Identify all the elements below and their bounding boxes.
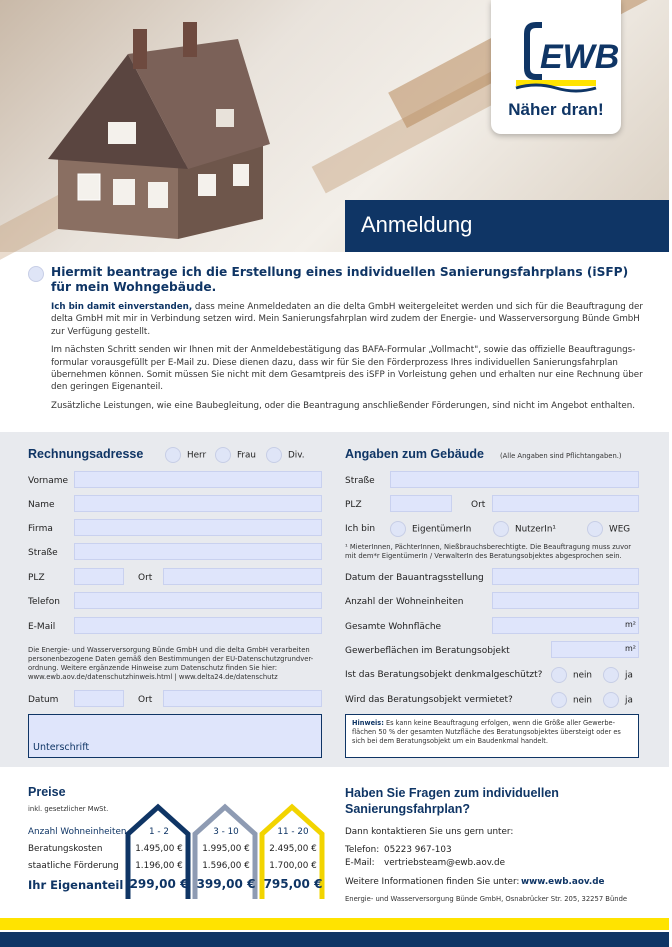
tier1-cost: 1.495,00 € xyxy=(135,844,183,854)
tier2-subsidy: 1.596,00 € xyxy=(202,861,250,871)
gewerbeflaechen-field[interactable] xyxy=(551,641,639,658)
contact-email-label: E-Mail: xyxy=(345,858,375,868)
contact-phone-label: Telefon: xyxy=(345,845,380,855)
building-strasse-field[interactable] xyxy=(390,471,639,488)
contact-email[interactable]: vertriebsteam@ewb.aov.de xyxy=(384,858,506,868)
tier3-subsidy: 1.700,00 € xyxy=(269,861,317,871)
intro-paragraph-1: Ich bin damit einverstanden, dass meine Anmeldedaten an die delta GmbH weitergeleitet werden und sich für die Beauftragung der delta GmbH mit mir in Verbindung setzen wird. Mein Sanierungsfahrplan wird zudem der Energie- und Wasserversorgung Bünde GmbH zur Verfügung gestellt. xyxy=(51,302,643,337)
firma-field[interactable] xyxy=(74,519,322,536)
house-model-illustration xyxy=(38,14,278,239)
vermietet-nein[interactable]: nein xyxy=(551,692,592,708)
label-building-plz: PLZ xyxy=(345,500,362,510)
tier2-own: 399,00 € xyxy=(196,877,256,891)
unit-m2-commercial: m² xyxy=(625,644,636,653)
contact-more: Weitere Informationen finden Sie unter: xyxy=(345,877,520,887)
label-wohnflaeche: Gesamte Wohnfläche xyxy=(345,622,442,632)
prices-title: Preise xyxy=(28,785,66,799)
role-weg[interactable]: WEG xyxy=(587,521,630,537)
strasse-field[interactable] xyxy=(74,543,322,560)
label-foerderung: staatliche Förderung xyxy=(28,861,119,871)
contact-title: Haben Sie Fragen zum individuellen Sanierungsfahrplan? xyxy=(345,786,559,816)
label-plz: PLZ xyxy=(28,573,45,583)
label-anzahl-we: Anzahl Wohneinheiten xyxy=(28,827,127,837)
label-denkmal: Ist das Beratungsobjekt denkmalgeschützt? xyxy=(345,670,543,680)
consent-checkbox[interactable] xyxy=(28,266,44,282)
building-title-note: (Alle Angaben sind Pflichtangaben.) xyxy=(500,452,622,460)
label-telefon: Telefon xyxy=(28,597,60,607)
ewb-wave-logo-icon xyxy=(506,16,620,96)
privacy-text: Die Energie- und Wasserversorgung Bünde GmbH und die delta GmbH verarbeiten personenbezogene Daten gemäß den Bestimmungen der EU-Datenschutzgrundver-ordnung. Weitere ergänzende Hinweise zum Datenschutz finden Sie hier: xyxy=(28,646,314,672)
signature-label: Unterschrift xyxy=(33,742,90,753)
tier2-cost: 1.995,00 € xyxy=(202,844,250,854)
footer-stripe-navy xyxy=(0,932,669,947)
label-ich-bin: Ich bin xyxy=(345,524,376,534)
page-title: Anmeldung xyxy=(345,200,669,252)
contact-intro: Dann kontaktieren Sie uns gern unter: xyxy=(345,827,514,837)
privacy-links[interactable]: www.ewb.aov.de/datenschutzhinweis.html | www.delta24.de/datenschutz xyxy=(28,673,278,681)
label-bauantrag: Datum der Bauantragsstellung xyxy=(345,573,484,583)
plz-field[interactable] xyxy=(74,568,124,585)
role-nutzer[interactable]: NutzerIn¹ xyxy=(493,521,556,537)
intro-paragraph-3: Zusätzliche Leistungen, wie eine Baubegleitung, oder die Beantragung anschließender Förderungen, sind nicht im Angebot enthalten. xyxy=(51,400,635,411)
billing-title: Rechnungsadresse xyxy=(28,447,144,461)
denkmal-ja[interactable]: ja xyxy=(603,667,633,683)
label-ort-signature: Ort xyxy=(138,695,153,705)
tier1-own: 299,00 € xyxy=(129,877,189,891)
ort-signature-field[interactable] xyxy=(163,690,322,707)
tier2-range: 3 - 10 xyxy=(213,827,239,837)
hint-box: Hinweis: Es kann keine Beauftragung erfolgen, wenn die Größe aller Gewerbe-flächen 50 % der gesamten Nutzfläche des Beratungsobjektes übersteigt oder es sich bei dem Beratungsobjekt um ein Baudenkmal handelt. xyxy=(345,714,639,758)
name-field[interactable] xyxy=(74,495,322,512)
label-vorname: Vorname xyxy=(28,476,69,486)
datum-field[interactable] xyxy=(74,690,124,707)
denkmal-nein[interactable]: nein xyxy=(551,667,592,683)
label-wohneinheiten: Anzahl der Wohneinheiten xyxy=(345,597,464,607)
salutation-div[interactable]: Div. xyxy=(266,447,305,463)
label-strasse: Straße xyxy=(28,548,58,558)
building-ort-field[interactable] xyxy=(492,495,639,512)
tier3-own: 795,00 € xyxy=(263,877,323,891)
intro-paragraph-2: Im nächsten Schritt senden wir Ihnen mit der Anmeldebestätigung das BAFA-Formular „Vollmacht", sowie das offizielle Beauftragungs-formular vorausgefüllt per E-Mail zu. Diese dienen dazu, dass wir für Sie den Förderprozess Ihres individuellen Sanierungsfahrplan übernehmen können. Somit müssen Sie nicht mit dem Gesamtpreis des iSFP in Vorleistung gehen und erhalten nur eine Rechnung über den geringen Eigenanteil. xyxy=(51,345,643,393)
label-email: E-Mail xyxy=(28,622,56,632)
label-vermietet: Wird das Beratungsobjekt vermietet? xyxy=(345,695,513,705)
company-address: Energie- und Wasserversorgung Bünde GmbH, Osnabrücker Str. 205, 32257 Bünde xyxy=(345,895,628,903)
label-building-strasse: Straße xyxy=(345,476,375,486)
building-plz-field[interactable] xyxy=(390,495,452,512)
wohneinheiten-field[interactable] xyxy=(492,592,639,609)
hero-image xyxy=(0,0,669,252)
intro-section xyxy=(28,265,643,412)
role-eigentuemer[interactable]: EigentümerIn xyxy=(390,521,471,537)
unit-m2: m² xyxy=(625,620,636,629)
label-ort: Ort xyxy=(138,573,153,583)
tier3-cost: 2.495,00 € xyxy=(269,844,317,854)
vat-note: inkl. gesetzlicher MwSt. xyxy=(28,805,109,813)
tier1-range: 1 - 2 xyxy=(149,827,169,837)
label-name: Name xyxy=(28,500,55,510)
intro-headline: Hiermit beantrage ich die Erstellung eines individuellen Sanierungsfahrplans (iSFP) für mein Wohngebäude. xyxy=(51,265,629,294)
vorname-field[interactable] xyxy=(74,471,322,488)
tier1-subsidy: 1.196,00 € xyxy=(135,861,183,871)
footer-stripe-yellow xyxy=(0,918,669,930)
tagline: Näher dran! xyxy=(508,100,604,119)
salutation-frau[interactable]: Frau xyxy=(215,447,256,463)
label-building-ort: Ort xyxy=(471,500,486,510)
salutation-herr[interactable]: Herr xyxy=(165,447,206,463)
contact-web-link[interactable]: www.ewb.aov.de xyxy=(521,877,605,887)
ewb-logo[interactable] xyxy=(491,0,621,134)
contact-phone[interactable]: 05223 967-103 xyxy=(384,845,452,855)
label-beratungskosten: Beratungskosten xyxy=(28,844,103,854)
label-eigenanteil: Ihr Eigenanteil xyxy=(28,878,124,892)
ort-field[interactable] xyxy=(163,568,322,585)
role-footnote: ¹ MieterInnen, PächterInnen, Nießbrauchsberechtigte. Die Beauftragung muss zuvor mit dem*r EigentümerIn / VerwalterIn des Beratungsobjektes abgesprochen sein. xyxy=(345,543,632,560)
bauantrag-field[interactable] xyxy=(492,568,639,585)
vermietet-ja[interactable]: ja xyxy=(603,692,633,708)
email-field[interactable] xyxy=(74,617,322,634)
label-datum: Datum xyxy=(28,695,59,705)
label-gewerbeflaechen: Gewerbeflächen im Beratungsobjekt xyxy=(345,646,510,656)
tier3-range: 11 - 20 xyxy=(277,827,309,837)
label-firma: Firma xyxy=(28,524,53,534)
signature-field[interactable] xyxy=(28,714,322,758)
building-title: Angaben zum Gebäude xyxy=(345,447,484,461)
wohnflaeche-field[interactable] xyxy=(492,617,639,634)
telefon-field[interactable] xyxy=(74,592,322,609)
svg-text:EWB: EWB xyxy=(540,38,620,76)
